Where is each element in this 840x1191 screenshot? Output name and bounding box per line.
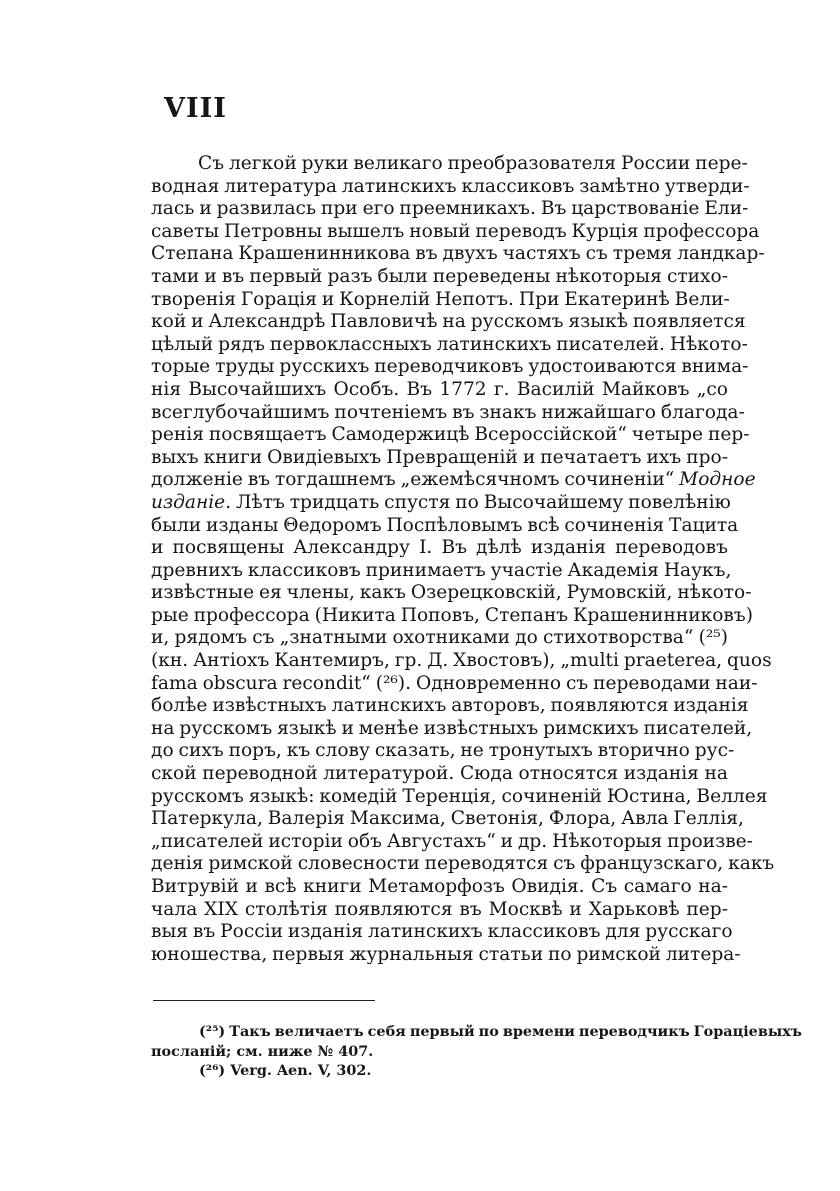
text-line: нія Высочайшихъ Особъ. Въ 1772 г. Василій Майковъ „со [151, 378, 728, 400]
text-line: Степана Крашенинникова въ двухъ частяхъ съ тремя ландкар- [151, 243, 765, 265]
text-line: на русскомъ языкѣ и менѣе извѣстныхъ римскихъ писателей, [151, 717, 753, 739]
text-line: цѣлый рядъ первоклассныхъ латинскихъ писателей. Нѣкото- [151, 333, 748, 355]
text-line: тами и въ первый разъ были переведены нѣкоторыя стихо- [151, 265, 728, 287]
text-line: до сихъ поръ, къ слову сказать, не тронутыхъ вторично рус- [151, 740, 735, 762]
text-line: выя въ Россіи изданія латинскихъ классиковъ для русскаго [151, 921, 733, 943]
main-text [151, 153, 775, 966]
text-line: торые труды русскихъ переводчиковъ удостоиваются внима- [151, 356, 749, 378]
footnote-divider [153, 1000, 375, 1001]
footnotes [151, 1022, 802, 1081]
text-line: водная литература латинскихъ классиковъ замѣтно утверди- [151, 175, 750, 197]
text-line: (кн. Антіохъ Кантемиръ, гр. Д. Хвостовъ), „multi praeterea, quos [151, 650, 772, 672]
text-line: ренія посвящаетъ Самодержицѣ Всероссійской“ четыре пер- [151, 424, 750, 446]
text-line: долженіе въ тогдашнемъ „ежемѣсячномъ сочиненіи“ Модное [151, 469, 756, 491]
text-line: и, рядомъ съ „знатными охотниками до стихотворства“ (²⁵) [151, 627, 728, 649]
text-line: древнихъ классиковъ принимаетъ участіе Академія Наукъ, [151, 559, 732, 581]
footnote-25: (²⁵) Такъ величаетъ себя первый по времени переводчикъ Гораціевыхъ [199, 1023, 802, 1040]
text-line: Витрувій и всѣ книги Метаморфозъ Овидія. Съ самаго на- [151, 876, 728, 897]
text-line: русскомъ языкѣ: комедій Теренція, сочиненій Юстина, Веллея [151, 785, 768, 807]
text-line: чала XIX столѣтія появляются въ Москвѣ и Харьковѣ пер- [151, 898, 728, 920]
italic-title: Модное [679, 469, 756, 491]
italic-title: изданіе [151, 491, 226, 513]
text-line: болѣе извѣстныхъ латинскихъ авторовъ, появляются изданія [151, 695, 749, 717]
text-line: выхъ книги Овидіевыхъ Превращеній и печатаетъ ихъ про- [151, 446, 728, 468]
text-line: саветы Петровны вышелъ новый переводъ Курція профессора [151, 220, 760, 242]
text-line: творенія Горація и Корнелій Непотъ. При Екатеринѣ Вели- [151, 288, 730, 310]
text-line: „писателей исторіи объ Августахъ“ и др. Нѣкоторыя произве- [151, 830, 753, 852]
text-line: и посвящены Александру I. Въ дѣлѣ изданія переводовъ [151, 537, 728, 559]
page-number: VIII [164, 93, 227, 124]
text-line: ской переводной литературой. Сюда относятся изданія на [151, 763, 728, 785]
text-line: Патеркула, Валерія Максима, Светонія, Флора, Авла Геллія, [151, 808, 744, 830]
text-line: изданіе. Лѣтъ тридцать спустя по Высочайшему повелѣнію [151, 491, 731, 513]
footnote-26: (²⁶) Verg. Aen. V, 302. [199, 1062, 372, 1079]
text-line: извѣстные ея члены, какъ Озерецковскій, Румовскій, нѣкото- [151, 582, 752, 604]
text-line: лась и развилась при его преемникахъ. Въ царствованіе Ели- [151, 198, 749, 220]
text-line: юношества, первыя журнальныя статьи по римской литера- [151, 943, 741, 965]
text-line: кой и Александрѣ Павловичѣ на русскомъ языкѣ появляется [151, 311, 746, 333]
text-line: всеглубочайшимъ почтеніемъ въ знакъ нижайшаго благода- [151, 401, 745, 423]
text-line: денія римской словесности переводятся съ французскаго, какъ [151, 853, 775, 875]
text-line: Съ легкой руки великаго преобразователя России пере- [198, 153, 748, 174]
text-line: fama obscura recondit“ (²⁶). Одновременно съ переводами наи- [151, 672, 758, 694]
text-line: рые профессора (Никита Поповъ, Степанъ Крашенинниковъ) [151, 604, 753, 626]
text-line: были изданы Θедоромъ Поспѣловымъ всѣ сочиненія Тацита [151, 514, 739, 536]
footnote-25-continuation: посланій; см. ниже № 407. [151, 1042, 374, 1060]
